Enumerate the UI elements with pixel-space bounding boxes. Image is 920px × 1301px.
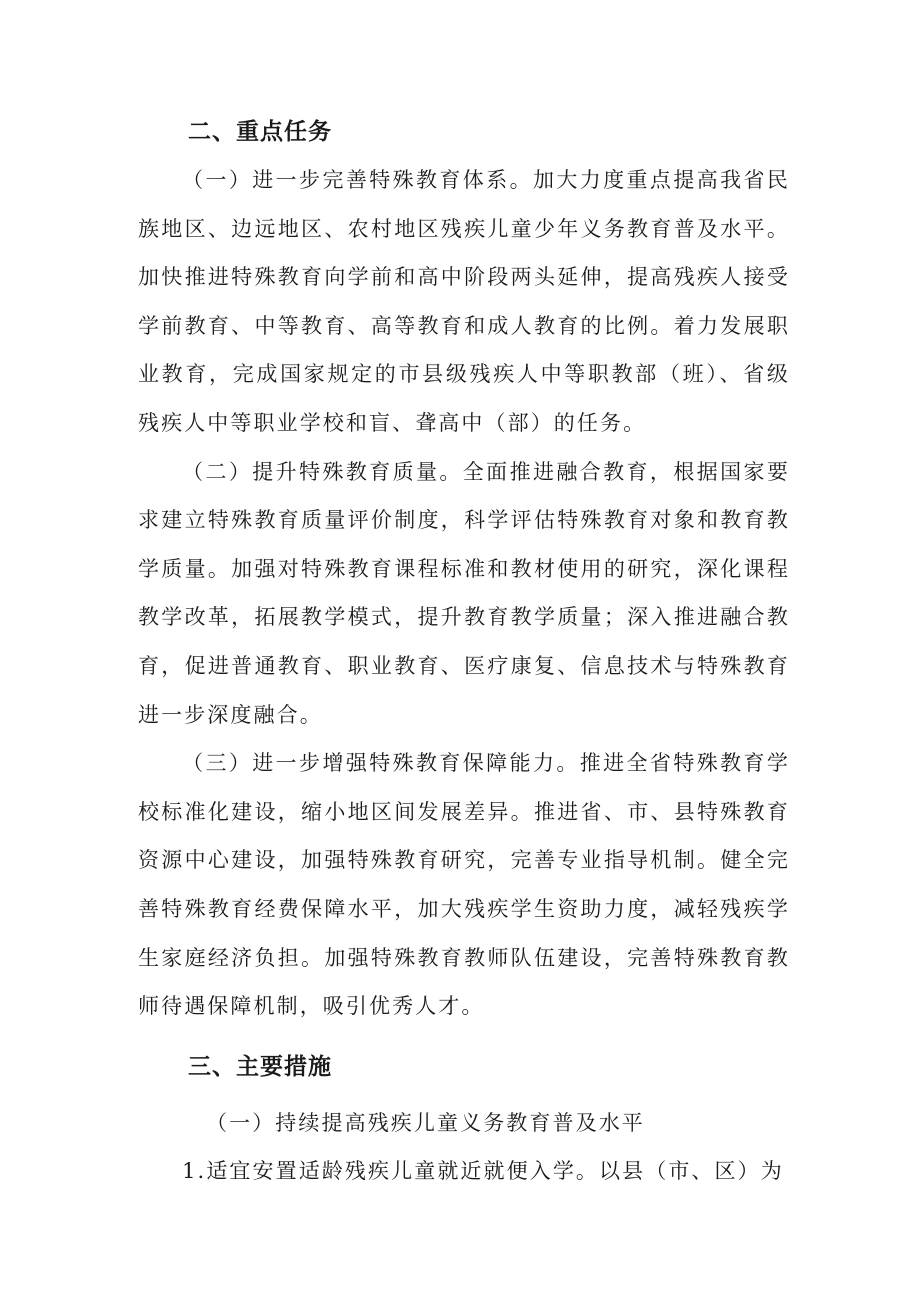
section-heading-main-measures: 三、主要措施 (188, 1053, 332, 1080)
paragraph-task-1: （一）进一步完善特殊教育体系。加大力度重点提高我省民族地区、边远地区、农村地区残疾儿童少年义务教育普及水平。加快推进特殊教育向学前和高中阶段两头延伸，提高残疾人接受学前教育、中等教育、高等教育和成人教育的比例。着力发展职业教育，完成国家规定的市县级残疾人中等职教部（班）、省级残疾人中等职业学校和盲、聋高中（部）的任务。 (138, 168, 790, 435)
paragraph-measure-1-1: 1.适宜安置适龄残疾儿童就近就便入学。以县（市、区）为 (182, 1158, 784, 1183)
document-page (138, 110, 790, 1195)
subheading-measure-1: （一）持续提高残疾儿童义务教育普及水平 (206, 1110, 645, 1135)
section-heading-key-tasks: 二、重点任务 (188, 119, 332, 145)
paragraph-task-2: （二）提升特殊教育质量。全面推进融合教育，根据国家要求建立特殊教育质量评价制度，科学评估特殊教育对象和教育教学质量。加强对特殊教育课程标准和教材使用的研究，深化课程教学改革，拓展教学模式，提升教育教学质量；深入推进融合教育，促进普通教育、职业教育、医疗康复、信息技术与特殊教育进一步深度融合。 (138, 459, 790, 727)
paragraph-task-3: （三）进一步增强特殊教育保障能力。推进全省特殊教育学校标准化建设，缩小地区间发展差异。推进省、市、县特殊教育资源中心建设，加强特殊教育研究，完善专业指导机制。健全完善特殊教育经费保障水平，加大残疾学生资助力度，减轻残疾学生家庭经济负担。加强特殊教育教师队伍建设，完善特殊教育教师待遇保障机制，吸引优秀人才。 (138, 751, 790, 1019)
